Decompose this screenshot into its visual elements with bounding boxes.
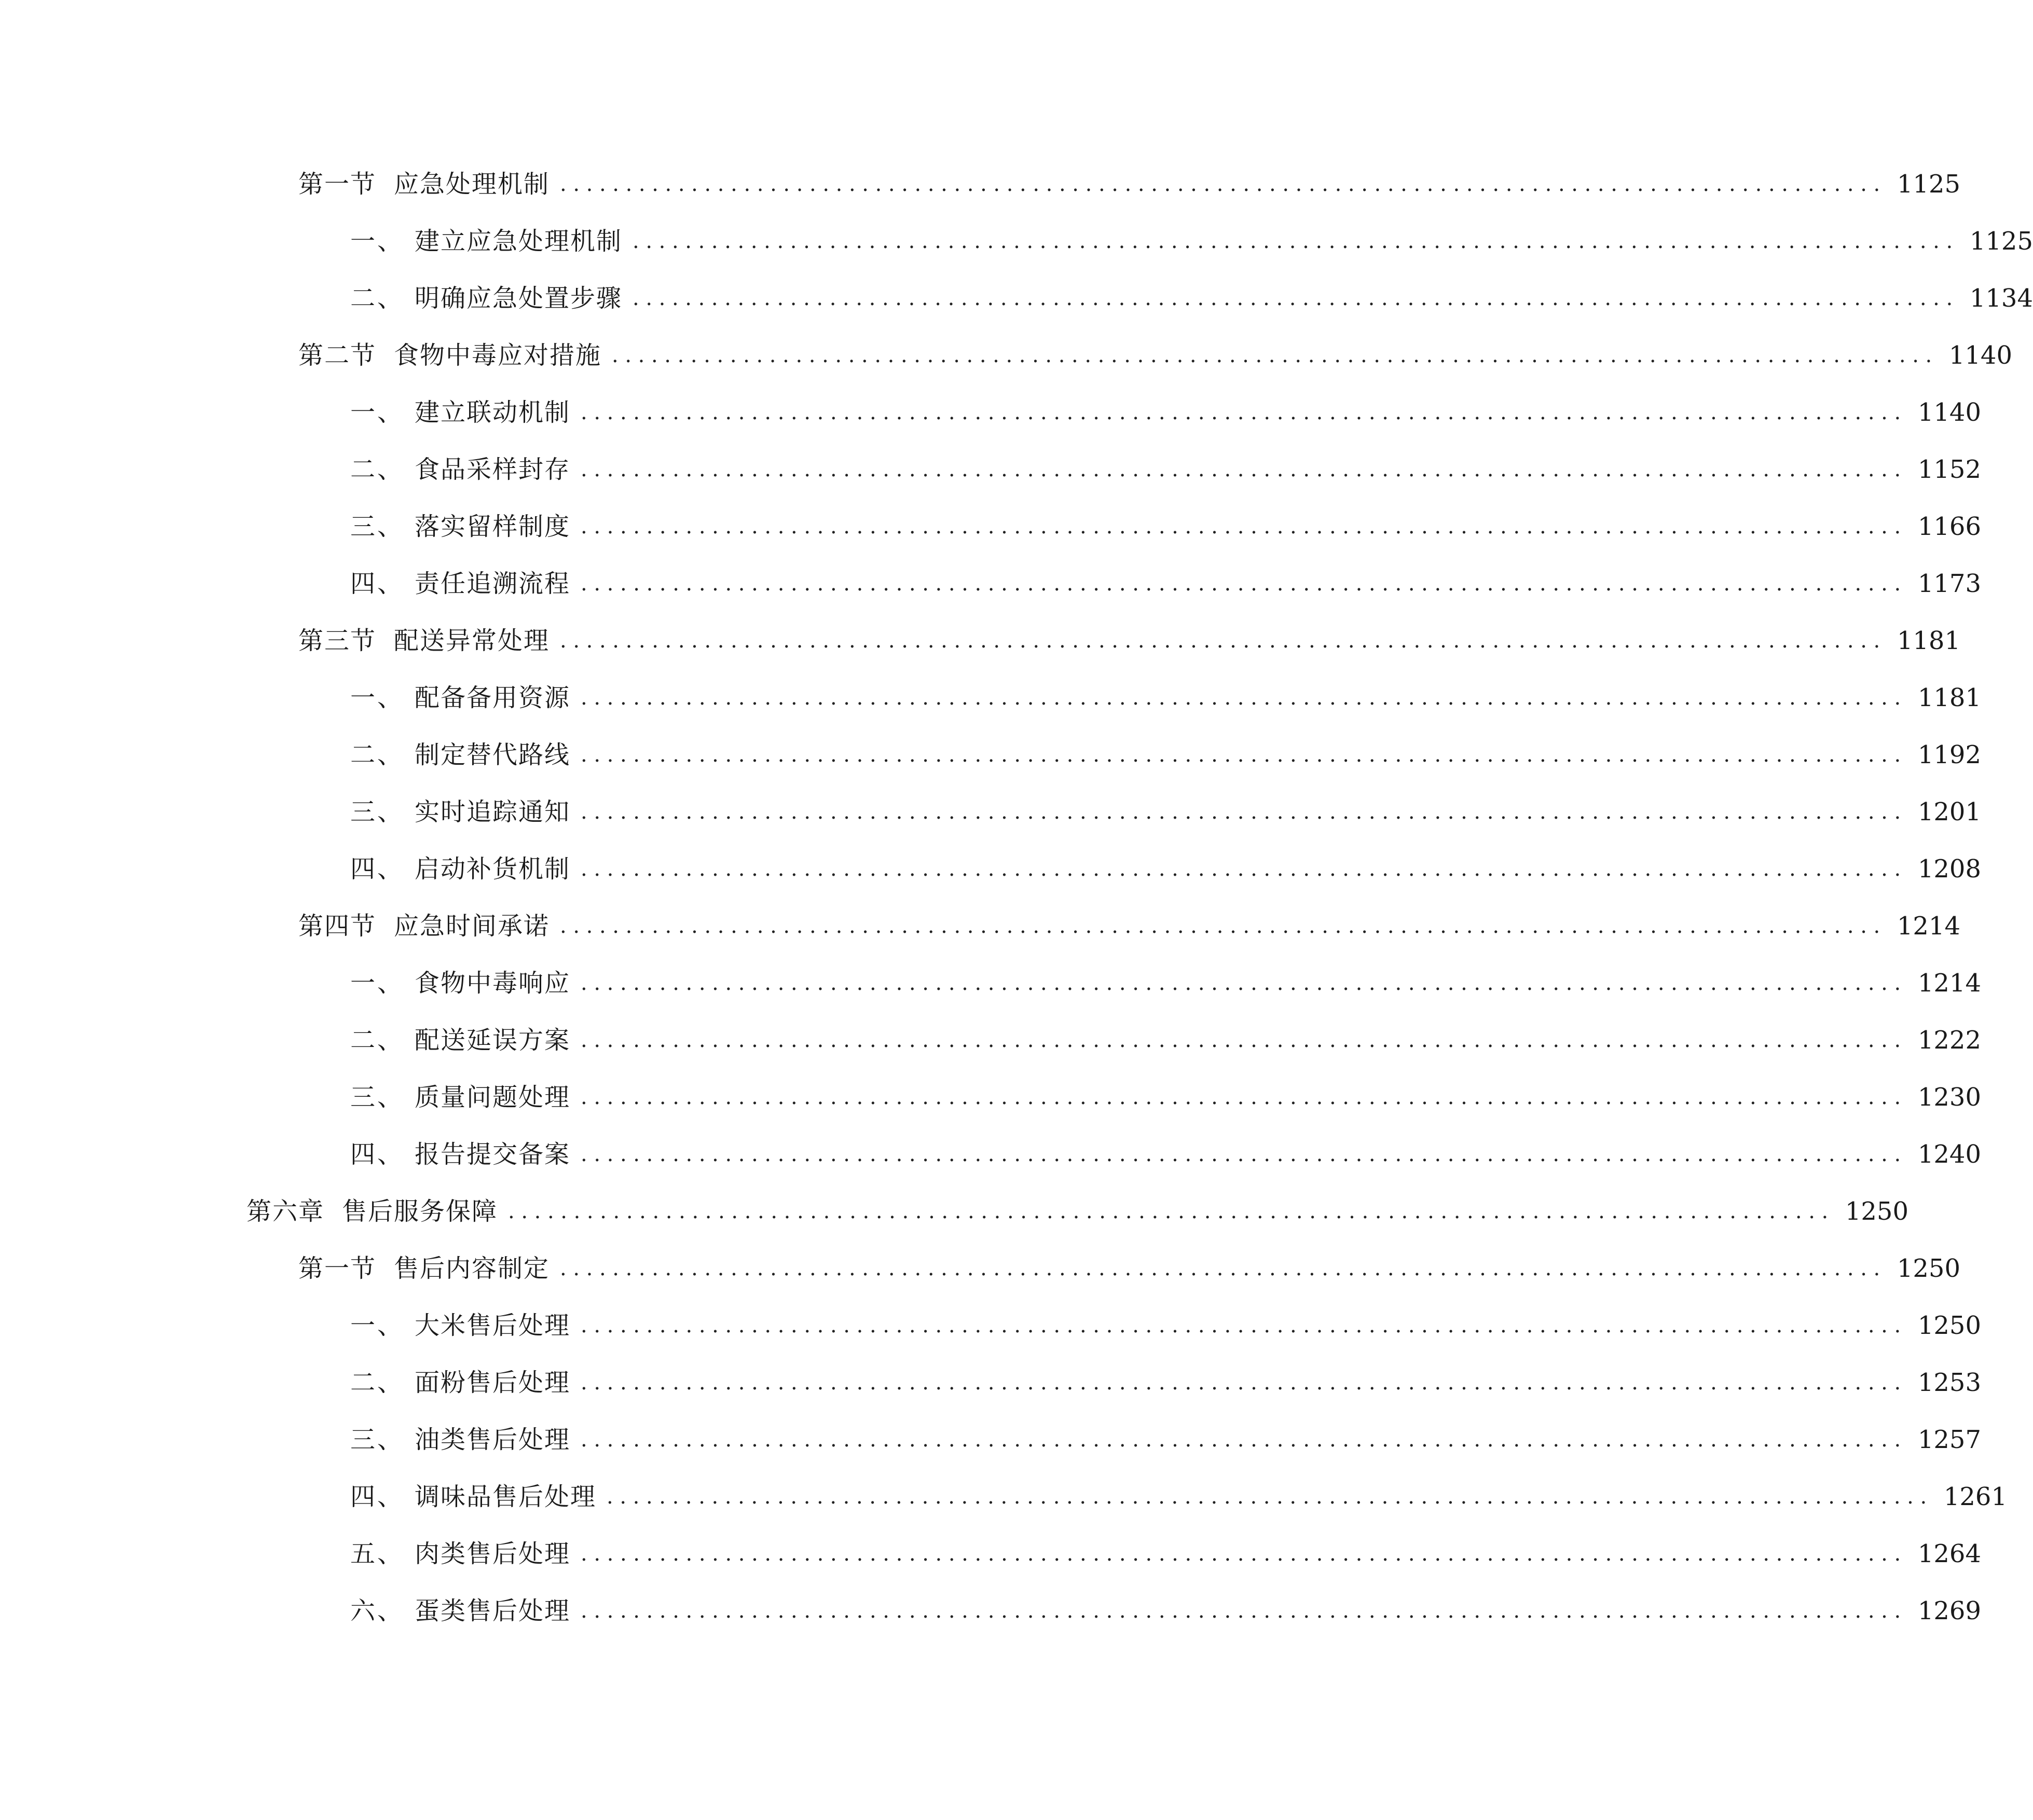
toc-entry[interactable]	[0, 384, 1981, 441]
toc-entry-page: 1222	[1917, 1026, 1981, 1055]
dot-leader: .....................................................................................................	[560, 1257, 1887, 1280]
toc-entry-title: 油类售后处理	[415, 1425, 571, 1454]
toc-entry-prefix: 一、	[350, 1311, 405, 1340]
toc-entry[interactable]	[0, 156, 1960, 213]
toc-entry-title: 售后内容制定	[394, 1254, 550, 1283]
toc-entry-page: 1208	[1917, 854, 1981, 884]
toc-entry-title: 配送异常处理	[394, 626, 550, 655]
dot-leader: .....................................................................................................	[581, 1599, 1907, 1623]
toc-entry-prefix: 三、	[350, 512, 405, 541]
toc-entry[interactable]	[0, 1183, 1908, 1240]
toc-entry-title: 制定替代路线	[415, 740, 571, 769]
toc-entry-prefix: 四、	[350, 1140, 405, 1169]
dot-leader: .....................................................................................................	[581, 686, 1907, 710]
toc-entry[interactable]	[0, 669, 1981, 726]
toc-entry[interactable]	[0, 840, 1981, 898]
toc-entry-page: 1214	[1897, 912, 1960, 941]
toc-entry-page: 1181	[1917, 683, 1981, 712]
toc-entry-page: 1125	[1897, 170, 1960, 199]
dot-leader: .....................................................................................................	[581, 1028, 1907, 1052]
toc-entry[interactable]	[0, 955, 1981, 1012]
toc-entry-prefix: 四、	[350, 1482, 405, 1511]
toc-entry-title: 质量问题处理	[415, 1083, 571, 1112]
toc-entry-prefix: 一、	[350, 227, 405, 256]
toc-entry-title: 落实留样制度	[415, 512, 571, 541]
toc-entry[interactable]	[0, 1411, 1981, 1468]
dot-leader: .....................................................................................................	[581, 572, 1907, 596]
toc-entry-prefix: 第二节	[298, 341, 377, 370]
toc-entry[interactable]	[0, 1069, 1981, 1126]
toc-entry-page: 1250	[1917, 1311, 1981, 1340]
toc-entry[interactable]	[0, 783, 1981, 840]
toc-entry[interactable]	[0, 1468, 2007, 1525]
dot-leader: .....................................................................................................	[560, 914, 1887, 938]
dot-leader: .....................................................................................................	[581, 743, 1907, 767]
toc-entry-page: 1140	[1948, 341, 2012, 370]
toc-entry-page: 1230	[1917, 1083, 1981, 1112]
toc-entry-title: 肉类售后处理	[415, 1539, 571, 1568]
toc-entry-page: 1134	[1969, 284, 2033, 313]
toc-entry[interactable]	[0, 498, 1981, 555]
toc-entry-title: 建立应急处理机制	[415, 227, 623, 256]
toc-entry[interactable]	[0, 555, 1981, 612]
toc-entry-page: 1264	[1917, 1539, 1981, 1568]
toc-entry-page: 1253	[1917, 1368, 1981, 1397]
toc-entry-prefix: 四、	[350, 569, 405, 598]
toc-entry-title: 启动补货机制	[415, 854, 571, 884]
toc-entry-title: 食品采样封存	[415, 455, 571, 484]
toc-entry-page: 1214	[1917, 969, 1981, 998]
dot-leader: .....................................................................................................	[633, 229, 1959, 253]
toc-entry-page: 1240	[1917, 1140, 1981, 1169]
toc-entry[interactable]	[0, 441, 1981, 498]
toc-entry-page: 1152	[1917, 455, 1981, 484]
toc-entry-title: 应急处理机制	[394, 170, 550, 199]
dot-leader: .....................................................................................................	[581, 971, 1907, 995]
toc-entry-page: 1125	[1969, 227, 2033, 256]
toc-entry-title: 食物中毒应对措施	[394, 341, 602, 370]
toc-entry-prefix: 二、	[350, 1368, 405, 1397]
toc-entry-title: 责任追溯流程	[415, 569, 571, 598]
table-of-contents	[0, 156, 2033, 1639]
toc-entry-prefix: 第六章	[246, 1197, 325, 1226]
toc-entry-prefix: 第一节	[298, 170, 377, 199]
toc-entry-title: 蛋类售后处理	[415, 1596, 571, 1625]
toc-entry[interactable]	[0, 1354, 1981, 1411]
toc-entry-page: 1261	[1943, 1482, 2007, 1511]
dot-leader: .....................................................................................................	[581, 515, 1907, 539]
toc-entry-title: 配送延误方案	[415, 1026, 571, 1055]
dot-leader: .....................................................................................................	[581, 1314, 1907, 1338]
toc-entry-page: 1181	[1897, 626, 1960, 655]
dot-leader: .....................................................................................................	[560, 172, 1887, 196]
toc-entry-prefix: 第三节	[298, 626, 377, 655]
toc-entry[interactable]	[0, 1012, 1981, 1069]
toc-entry-prefix: 第一节	[298, 1254, 377, 1283]
toc-entry-prefix: 四、	[350, 854, 405, 884]
toc-entry-page: 1173	[1917, 569, 1981, 598]
toc-entry-prefix: 一、	[350, 398, 405, 427]
toc-entry-prefix: 六、	[350, 1596, 405, 1625]
toc-entry[interactable]	[0, 327, 2012, 384]
toc-entry[interactable]	[0, 898, 1960, 955]
toc-entry-title: 配备备用资源	[415, 683, 571, 712]
toc-entry-prefix: 二、	[350, 284, 405, 313]
toc-entry-title: 建立联动机制	[415, 398, 571, 427]
toc-entry[interactable]	[0, 1297, 1981, 1354]
toc-entry-title: 明确应急处置步骤	[415, 284, 623, 313]
toc-entry-prefix: 二、	[350, 740, 405, 769]
dot-leader: .....................................................................................................	[581, 1542, 1907, 1566]
toc-entry-title: 面粉售后处理	[415, 1368, 571, 1397]
dot-leader: .....................................................................................................	[612, 343, 1939, 367]
toc-entry-page: 1269	[1917, 1596, 1981, 1625]
toc-entry[interactable]	[0, 213, 2033, 270]
toc-entry-prefix: 三、	[350, 1425, 405, 1454]
dot-leader: .....................................................................................................	[581, 1142, 1907, 1166]
toc-entry-title: 大米售后处理	[415, 1311, 571, 1340]
toc-entry[interactable]	[0, 1525, 1981, 1582]
toc-entry-title: 应急时间承诺	[394, 912, 550, 941]
toc-entry-prefix: 三、	[350, 1083, 405, 1112]
toc-entry-page: 1192	[1917, 740, 1981, 769]
dot-leader: .....................................................................................................	[508, 1199, 1835, 1223]
toc-entry-prefix: 三、	[350, 797, 405, 826]
toc-entry-prefix: 一、	[350, 683, 405, 712]
dot-leader: .....................................................................................................	[633, 286, 1959, 310]
toc-entry-title: 售后服务保障	[342, 1197, 498, 1226]
dot-leader: .....................................................................................................	[581, 1428, 1907, 1452]
dot-leader: .....................................................................................................	[581, 800, 1907, 824]
dot-leader: .....................................................................................................	[581, 458, 1907, 481]
toc-entry-page: 1201	[1917, 797, 1981, 826]
toc-entry-prefix: 二、	[350, 455, 405, 484]
toc-entry-page: 1250	[1897, 1254, 1960, 1283]
toc-entry[interactable]	[0, 1582, 1981, 1639]
toc-entry[interactable]	[0, 726, 1981, 783]
toc-entry-title: 实时追踪通知	[415, 797, 571, 826]
dot-leader: .....................................................................................................	[607, 1485, 1933, 1509]
toc-entry-page: 1140	[1917, 398, 1981, 427]
dot-leader: .....................................................................................................	[560, 629, 1887, 653]
toc-entry[interactable]	[0, 612, 1960, 669]
toc-entry-page: 1166	[1917, 512, 1981, 541]
toc-entry[interactable]	[0, 1240, 1960, 1297]
toc-entry-prefix: 五、	[350, 1539, 405, 1568]
toc-entry[interactable]	[0, 270, 2033, 327]
toc-entry-title: 调味品售后处理	[415, 1482, 597, 1511]
toc-entry[interactable]	[0, 1126, 1981, 1183]
toc-entry-prefix: 第四节	[298, 912, 377, 941]
dot-leader: .....................................................................................................	[581, 1371, 1907, 1395]
toc-entry-title: 食物中毒响应	[415, 969, 571, 998]
toc-entry-page: 1257	[1917, 1425, 1981, 1454]
toc-entry-title: 报告提交备案	[415, 1140, 571, 1169]
dot-leader: .....................................................................................................	[581, 1085, 1907, 1109]
toc-entry-page: 1250	[1845, 1197, 1908, 1226]
toc-entry-prefix: 一、	[350, 969, 405, 998]
dot-leader: .....................................................................................................	[581, 401, 1907, 424]
toc-entry-prefix: 二、	[350, 1026, 405, 1055]
dot-leader: .....................................................................................................	[581, 857, 1907, 881]
